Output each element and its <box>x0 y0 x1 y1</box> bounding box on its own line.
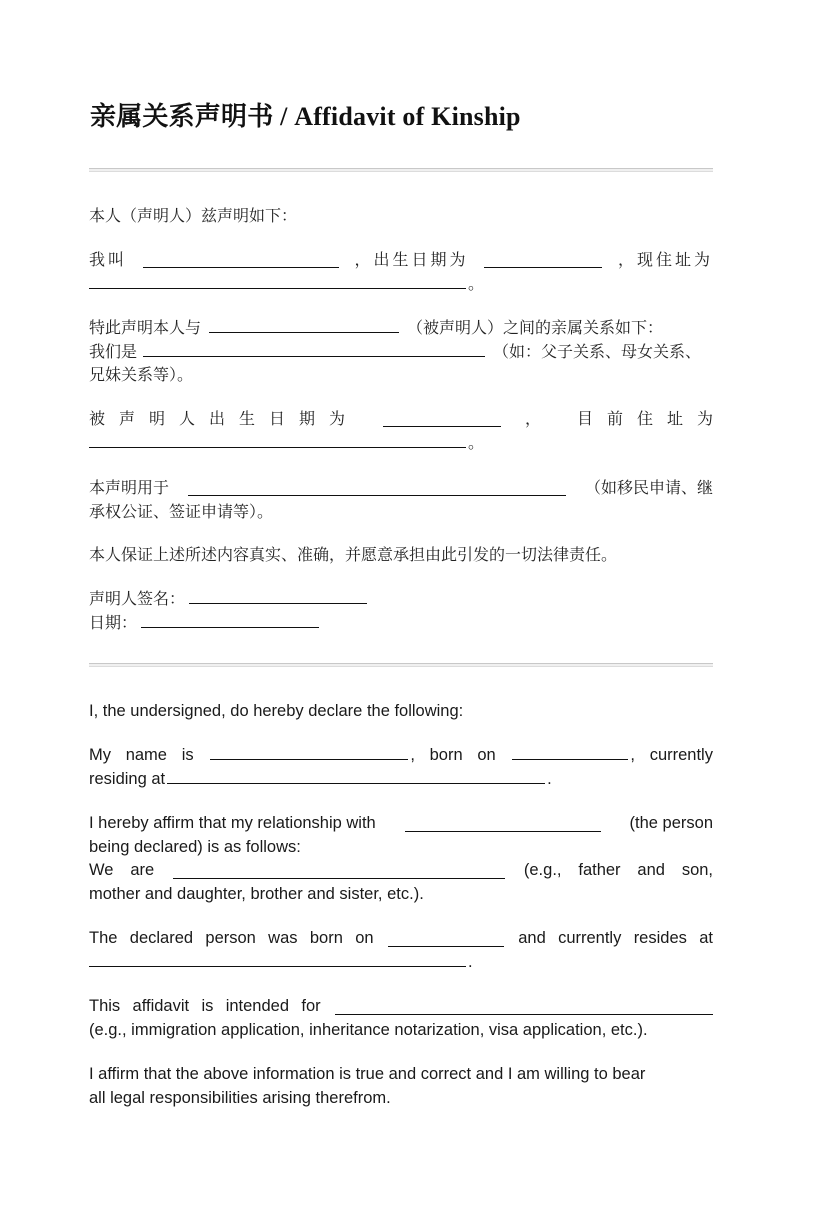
en-declared-address-blank[interactable] <box>89 951 466 967</box>
zh-relationship-tail: （被声明人）之间的亲属关系如下： <box>407 318 664 337</box>
en-intro <box>89 700 713 724</box>
zh-declared-birth-label: 被声明人出生日期为 <box>89 409 360 428</box>
en-para-relationship <box>89 812 713 906</box>
en-intro-text: I, the undersigned, do hereby declare the following: <box>89 702 464 720</box>
divider-top <box>89 168 713 172</box>
en-currently-label-2: currently <box>558 929 622 947</box>
zh-intro-text: 本人（声明人）兹声明如下： <box>89 206 298 225</box>
zh-comma: ， <box>524 409 555 428</box>
en-on-label: on <box>477 746 496 764</box>
zh-para-name <box>89 248 713 295</box>
en-we-label: We <box>89 861 114 879</box>
zh-birthdate-blank[interactable] <box>484 252 602 268</box>
zh-my-name-label: 我叫 <box>89 250 128 269</box>
zh-signature-block <box>89 587 713 634</box>
en-person-label: (the person <box>629 814 713 832</box>
en-my-label: My <box>89 746 111 764</box>
zh-relationship-example-end: 兄妹关系等）。 <box>89 365 194 384</box>
en-para-name <box>89 744 713 791</box>
en-para-guarantee <box>89 1063 713 1110</box>
en-comma-2: , <box>630 746 635 764</box>
en-was-label: was <box>268 929 298 947</box>
zh-declared-address-blank[interactable] <box>89 432 466 448</box>
en-birthdate-blank[interactable] <box>512 744 628 760</box>
zh-birth-label: ，出生日期为 <box>354 250 469 269</box>
en-name-label: name <box>125 746 167 764</box>
zh-signature-label: 声明人签名： <box>89 589 186 608</box>
en-declared-label: declared <box>129 929 194 947</box>
en-and-label: and <box>637 861 665 879</box>
zh-declared-birthdate-blank[interactable] <box>383 411 501 427</box>
en-is-label: is <box>181 746 194 764</box>
en-declared-birthdate-blank[interactable] <box>388 931 504 947</box>
en-are-label: are <box>130 861 155 879</box>
en-on-label-2: on <box>355 929 374 947</box>
en-resides-label: resides <box>633 929 687 947</box>
en-this-label: This <box>89 997 121 1015</box>
zh-declared-address-label: 目前住址为 <box>576 409 727 428</box>
zh-para-purpose <box>89 476 713 523</box>
en-the-label: The <box>89 929 118 947</box>
en-born-label: born <box>429 746 463 764</box>
zh-relationship-label: 特此声明本人与 <box>89 318 202 337</box>
en-period-1: . <box>547 769 552 788</box>
en-affirm-label: I hereby affirm that my relationship with <box>89 814 376 832</box>
zh-relationship-example: （如：父子关系、母女关系、 <box>493 341 702 361</box>
en-father-label: father <box>578 861 621 879</box>
en-guarantee-line-1: I affirm that the above information is true and correct and I am willing to bear <box>89 1065 646 1083</box>
en-name-blank[interactable] <box>210 744 408 760</box>
en-para-declared-person <box>89 927 713 974</box>
zh-para-declared-person <box>89 407 727 454</box>
zh-purpose-example-end: 承权公证、签证申请等）。 <box>89 501 274 521</box>
en-comma-1: , <box>410 746 415 764</box>
zh-purpose-example: （如移民申请、继 <box>584 478 713 497</box>
en-residing-label: residing at <box>89 769 166 788</box>
zh-address-label: ，现住址为 <box>617 250 713 269</box>
en-affidavit-label: affidavit <box>132 997 190 1015</box>
en-address-blank[interactable] <box>167 768 545 784</box>
en-declared-follows: being declared) is as follows: <box>89 837 301 856</box>
en-at-label: at <box>699 929 713 947</box>
en-para-purpose <box>89 995 713 1042</box>
zh-intro <box>89 204 713 228</box>
zh-declared-person-blank[interactable] <box>209 317 399 333</box>
en-currently-label: currently <box>649 746 713 764</box>
zh-purpose-blank[interactable] <box>188 480 566 496</box>
zh-para-guarantee <box>89 543 713 567</box>
en-intended-label: intended <box>225 997 290 1015</box>
document-title: 亲属关系声明书 / Affidavit of Kinship <box>90 102 521 131</box>
zh-date-blank[interactable] <box>141 612 319 628</box>
en-period-2: . <box>468 952 473 971</box>
en-purpose-example: (e.g., immigration application, inheritance notarization, visa application, etc.). <box>89 1020 648 1039</box>
zh-name-blank[interactable] <box>143 252 339 268</box>
en-guarantee-line-2: all legal responsibilities arising therefrom. <box>89 1088 391 1107</box>
zh-date-label: 日期： <box>89 612 138 632</box>
zh-period-2: 。 <box>468 432 485 452</box>
en-person-label-2: person <box>205 929 256 947</box>
en-relationship-blank[interactable] <box>173 863 505 879</box>
en-born-label-2: born <box>309 929 343 947</box>
zh-purpose-label: 本声明用于 <box>89 478 170 497</box>
zh-signature-blank[interactable] <box>189 588 367 604</box>
zh-we-are-label: 我们是 <box>89 341 138 361</box>
en-relationship-example-end: mother and daughter, brother and sister, etc.). <box>89 884 424 903</box>
en-purpose-blank[interactable] <box>335 999 713 1015</box>
zh-guarantee-text: 本人保证上述所述内容真实、准确，并愿意承担由此引发的一切法律责任。 <box>89 545 618 564</box>
en-is-label-2: is <box>201 997 214 1015</box>
zh-para-relationship <box>89 316 713 387</box>
zh-period: 。 <box>468 273 485 293</box>
en-son-label: son, <box>681 861 713 879</box>
en-and-label-2: and <box>518 929 546 947</box>
en-declared-person-blank[interactable] <box>405 816 601 832</box>
zh-address-blank[interactable] <box>89 273 466 289</box>
zh-relationship-blank[interactable] <box>143 341 485 357</box>
en-for-label: for <box>301 997 321 1015</box>
en-eg-label: (e.g., <box>523 861 562 879</box>
divider-middle <box>89 663 713 667</box>
